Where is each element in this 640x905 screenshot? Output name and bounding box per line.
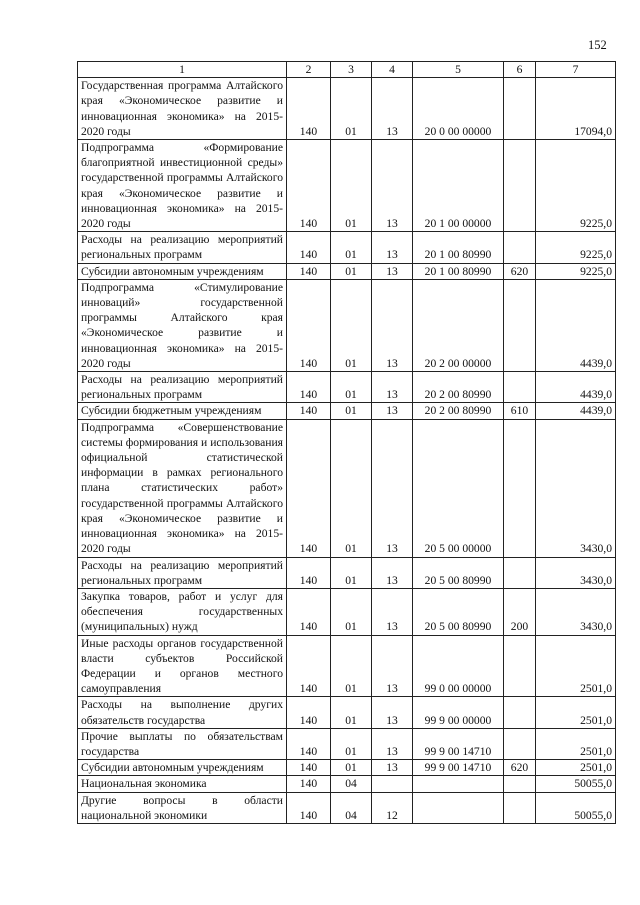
row-target-article: 20 1 00 80990 — [413, 232, 504, 263]
row-amount: 2501,0 — [536, 728, 616, 759]
row-name: Расходы на реализацию мероприятий региональных программ — [78, 372, 287, 403]
table-row — [78, 372, 616, 403]
row-section-code: 01 — [331, 403, 372, 419]
table-row — [78, 776, 616, 792]
row-expense-type — [504, 232, 536, 263]
row-target-article: 20 2 00 80990 — [413, 403, 504, 419]
table-row — [78, 78, 616, 140]
row-subsection-code: 13 — [372, 140, 413, 232]
row-ministry-code: 140 — [287, 279, 331, 371]
row-target-article: 99 9 00 14710 — [413, 728, 504, 759]
row-target-article: 99 0 00 00000 — [413, 635, 504, 697]
table-row — [78, 232, 616, 263]
row-name: Субсидии автономным учреждениям — [78, 263, 287, 279]
row-section-code: 01 — [331, 372, 372, 403]
row-ministry-code: 140 — [287, 792, 331, 823]
row-amount: 3430,0 — [536, 588, 616, 635]
budget-table — [77, 61, 616, 824]
table-row — [78, 728, 616, 759]
row-ministry-code: 140 — [287, 776, 331, 792]
header-cell: 3 — [331, 62, 372, 78]
row-ministry-code: 140 — [287, 140, 331, 232]
row-subsection-code: 13 — [372, 557, 413, 588]
row-subsection-code: 12 — [372, 792, 413, 823]
row-ministry-code: 140 — [287, 78, 331, 140]
table-row — [78, 557, 616, 588]
table-body — [78, 62, 616, 824]
row-expense-type: 610 — [504, 403, 536, 419]
row-expense-type: 200 — [504, 588, 536, 635]
row-subsection-code: 13 — [372, 372, 413, 403]
header-cell: 4 — [372, 62, 413, 78]
row-amount: 4439,0 — [536, 279, 616, 371]
row-expense-type: 620 — [504, 760, 536, 776]
row-ministry-code: 140 — [287, 557, 331, 588]
header-cell: 5 — [413, 62, 504, 78]
row-name: Субсидии автономным учреждениям — [78, 760, 287, 776]
row-name: Другие вопросы в области национальной экономики — [78, 792, 287, 823]
header-cell: 2 — [287, 62, 331, 78]
row-subsection-code: 13 — [372, 635, 413, 697]
page-number: 152 — [588, 38, 607, 52]
row-name: Национальная экономика — [78, 776, 287, 792]
row-section-code: 01 — [331, 279, 372, 371]
row-subsection-code — [372, 776, 413, 792]
row-expense-type — [504, 697, 536, 728]
row-expense-type — [504, 419, 536, 557]
row-name: Расходы на выполнение других обязательств государства — [78, 697, 287, 728]
row-expense-type: 620 — [504, 263, 536, 279]
row-subsection-code: 13 — [372, 760, 413, 776]
row-section-code: 01 — [331, 140, 372, 232]
row-section-code: 01 — [331, 697, 372, 728]
row-amount: 4439,0 — [536, 403, 616, 419]
row-target-article: 20 2 00 00000 — [413, 279, 504, 371]
row-expense-type — [504, 140, 536, 232]
row-target-article — [413, 792, 504, 823]
table-row — [78, 635, 616, 697]
row-ministry-code: 140 — [287, 760, 331, 776]
row-amount: 50055,0 — [536, 792, 616, 823]
row-section-code: 01 — [331, 419, 372, 557]
header-cell: 7 — [536, 62, 616, 78]
row-target-article: 99 9 00 00000 — [413, 697, 504, 728]
row-amount: 50055,0 — [536, 776, 616, 792]
row-target-article: 99 9 00 14710 — [413, 760, 504, 776]
row-section-code: 01 — [331, 635, 372, 697]
row-target-article: 20 2 00 80990 — [413, 372, 504, 403]
row-subsection-code: 13 — [372, 419, 413, 557]
row-section-code: 01 — [331, 263, 372, 279]
table-row — [78, 140, 616, 232]
row-name: Расходы на реализацию мероприятий региональных программ — [78, 557, 287, 588]
row-section-code: 01 — [331, 728, 372, 759]
row-name: Государственная программа Алтайского края «Экономическое развитие и инновационная экономика» на 2015-2020 годы — [78, 78, 287, 140]
row-ministry-code: 140 — [287, 263, 331, 279]
row-section-code: 04 — [331, 776, 372, 792]
table-row — [78, 419, 616, 557]
table-row — [78, 760, 616, 776]
row-target-article — [413, 776, 504, 792]
row-ministry-code: 140 — [287, 588, 331, 635]
row-ministry-code: 140 — [287, 419, 331, 557]
row-target-article: 20 1 00 00000 — [413, 140, 504, 232]
row-target-article: 20 0 00 00000 — [413, 78, 504, 140]
row-subsection-code: 13 — [372, 728, 413, 759]
row-amount: 9225,0 — [536, 263, 616, 279]
row-subsection-code: 13 — [372, 263, 413, 279]
row-amount: 4439,0 — [536, 372, 616, 403]
row-name: Закупка товаров, работ и услуг для обеспечения государственных (муниципальных) нужд — [78, 588, 287, 635]
row-subsection-code: 13 — [372, 279, 413, 371]
row-subsection-code: 13 — [372, 232, 413, 263]
row-section-code: 01 — [331, 588, 372, 635]
row-amount: 9225,0 — [536, 232, 616, 263]
row-amount: 3430,0 — [536, 419, 616, 557]
row-expense-type — [504, 372, 536, 403]
row-ministry-code: 140 — [287, 403, 331, 419]
row-name: Расходы на реализацию мероприятий региональных программ — [78, 232, 287, 263]
row-section-code: 01 — [331, 760, 372, 776]
row-name: Подпрограмма «Стимулирование инноваций» государственной программы Алтайского края «Экономическое развитие и инновационная экономика» на 2015-2020 годы — [78, 279, 287, 371]
row-section-code: 04 — [331, 792, 372, 823]
table-row — [78, 263, 616, 279]
table-row — [78, 279, 616, 371]
row-subsection-code: 13 — [372, 697, 413, 728]
row-name: Подпрограмма «Совершенствование системы формирования и использования официальной статистической информации в рамках регионального плана статистических работ» государственной программы Алтайского края «Экономическое развитие и инновационная экономика» на 2015-2020 годы — [78, 419, 287, 557]
row-expense-type — [504, 792, 536, 823]
header-cell: 6 — [504, 62, 536, 78]
row-amount: 17094,0 — [536, 78, 616, 140]
row-amount: 9225,0 — [536, 140, 616, 232]
row-subsection-code: 13 — [372, 588, 413, 635]
row-ministry-code: 140 — [287, 635, 331, 697]
table-row — [78, 588, 616, 635]
table-row — [78, 403, 616, 419]
row-target-article: 20 5 00 80990 — [413, 588, 504, 635]
header-cell: 1 — [78, 62, 287, 78]
row-section-code: 01 — [331, 78, 372, 140]
row-name: Подпрограмма «Формирование благоприятной инвестиционной среды» государственной программы Алтайского края «Экономическое развитие и инновационная экономика» на 2015-2020 годы — [78, 140, 287, 232]
row-ministry-code: 140 — [287, 728, 331, 759]
row-target-article: 20 5 00 00000 — [413, 419, 504, 557]
row-ministry-code: 140 — [287, 697, 331, 728]
row-expense-type — [504, 635, 536, 697]
row-amount: 2501,0 — [536, 697, 616, 728]
table-row — [78, 697, 616, 728]
row-amount: 2501,0 — [536, 635, 616, 697]
row-name: Субсидии бюджетным учреждениям — [78, 403, 287, 419]
row-target-article: 20 5 00 80990 — [413, 557, 504, 588]
row-amount: 3430,0 — [536, 557, 616, 588]
row-expense-type — [504, 279, 536, 371]
row-section-code: 01 — [331, 557, 372, 588]
row-expense-type — [504, 557, 536, 588]
row-expense-type — [504, 728, 536, 759]
row-amount: 2501,0 — [536, 760, 616, 776]
row-subsection-code: 13 — [372, 403, 413, 419]
row-ministry-code: 140 — [287, 372, 331, 403]
row-name: Прочие выплаты по обязательствам государства — [78, 728, 287, 759]
row-name: Иные расходы органов государственной власти субъектов Российской Федерации и органов местного самоуправления — [78, 635, 287, 697]
row-expense-type — [504, 776, 536, 792]
row-ministry-code: 140 — [287, 232, 331, 263]
row-section-code: 01 — [331, 232, 372, 263]
header-row — [78, 62, 616, 78]
row-expense-type — [504, 78, 536, 140]
table-row — [78, 792, 616, 823]
row-subsection-code: 13 — [372, 78, 413, 140]
row-target-article: 20 1 00 80990 — [413, 263, 504, 279]
